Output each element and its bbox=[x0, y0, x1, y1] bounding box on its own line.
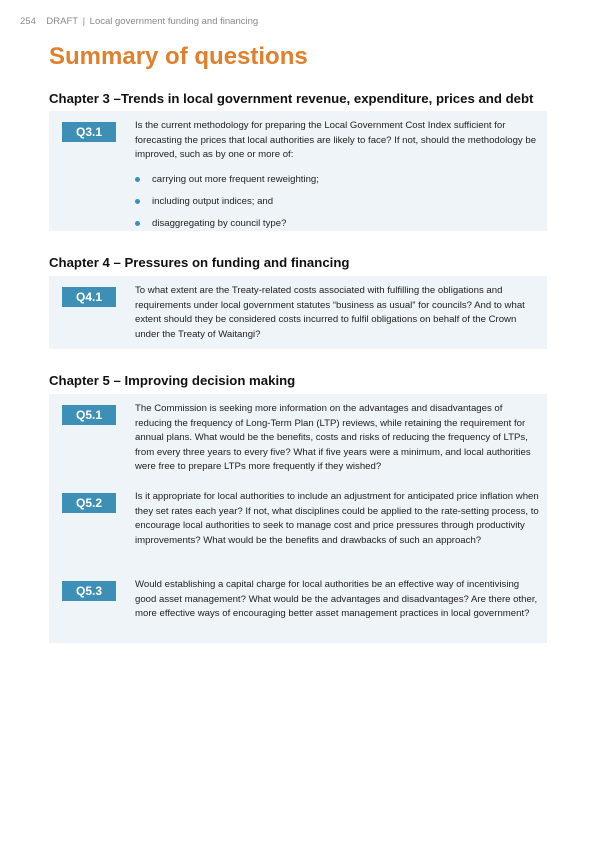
list-item: including output indices; and bbox=[135, 195, 539, 217]
question-text: Would establishing a capital charge for local authorities be an effective way of incentivising good asset management? What would be the advantages and disadvantages? Are there other, more effective ways of encouraging better asset management practices in local government? bbox=[135, 579, 538, 620]
chapter-heading: Chapter 5 – Improving decision making bbox=[49, 373, 296, 388]
page-number: 254 bbox=[20, 16, 36, 27]
question-box bbox=[49, 111, 547, 231]
draft-label: DRAFT bbox=[46, 16, 78, 27]
list-item: disaggregating by council type? bbox=[135, 217, 539, 239]
question-label: Q3.1 bbox=[62, 122, 116, 142]
running-header bbox=[20, 16, 258, 27]
question-text: To what extent are the Treaty-related costs associated with fulfilling the obligations and requirements under local government statutes “business as usual” for councils? And to what extent should they be considered costs incurred to fulfil obligations on behalf of the Crown under the Treaty of Waitangi? bbox=[135, 285, 525, 340]
question-box bbox=[49, 570, 547, 643]
question-label: Q5.1 bbox=[62, 405, 116, 425]
question-label: Q5.2 bbox=[62, 493, 116, 513]
question-box bbox=[49, 482, 547, 570]
question-text: The Commission is seeking more information on the advantages and disadvantages of reducing the frequency of Long-Term Plan (LTP) reviews, while retaining the requirement for annual plans. What would be the benefits, costs and risks of reducing the frequency of LTPs, from every three years to every five? What if five years were a minimum, and local authorities were free to prepare LTPs more frequently if they wished? bbox=[135, 403, 531, 473]
bullet-icon bbox=[135, 221, 140, 226]
header-separator: | bbox=[82, 16, 86, 27]
question-label: Q4.1 bbox=[62, 287, 116, 307]
chapter-heading: Chapter 3 –Trends in local government revenue, expenditure, prices and debt bbox=[49, 91, 534, 106]
running-title: Local government funding and financing bbox=[89, 16, 259, 27]
question-label: Q5.3 bbox=[62, 581, 116, 601]
question-text: Is the current methodology for preparing the Local Government Cost Index sufficient for forecasting the prices that local authorities are likely to face? If not, should the methodology be improved, such as by one or more of: bbox=[135, 120, 537, 161]
page-title: Summary of questions bbox=[49, 43, 308, 70]
chapter-heading: Chapter 4 – Pressures on funding and financing bbox=[49, 255, 350, 270]
bullet-list bbox=[135, 173, 539, 239]
question-box bbox=[49, 276, 547, 349]
question-box bbox=[49, 394, 547, 482]
list-item: carrying out more frequent reweighting; bbox=[135, 173, 539, 195]
bullet-icon bbox=[135, 177, 140, 182]
question-text: Is it appropriate for local authorities to include an adjustment for anticipated price inflation when they set rates each year? If not, what disciplines could be applied to the rate-setting process, to encourage local authorities to seek to manage cost and price pressures through productivity improvements? What would be the benefits and drawbacks of such an approach? bbox=[135, 491, 539, 546]
bullet-icon bbox=[135, 199, 140, 204]
